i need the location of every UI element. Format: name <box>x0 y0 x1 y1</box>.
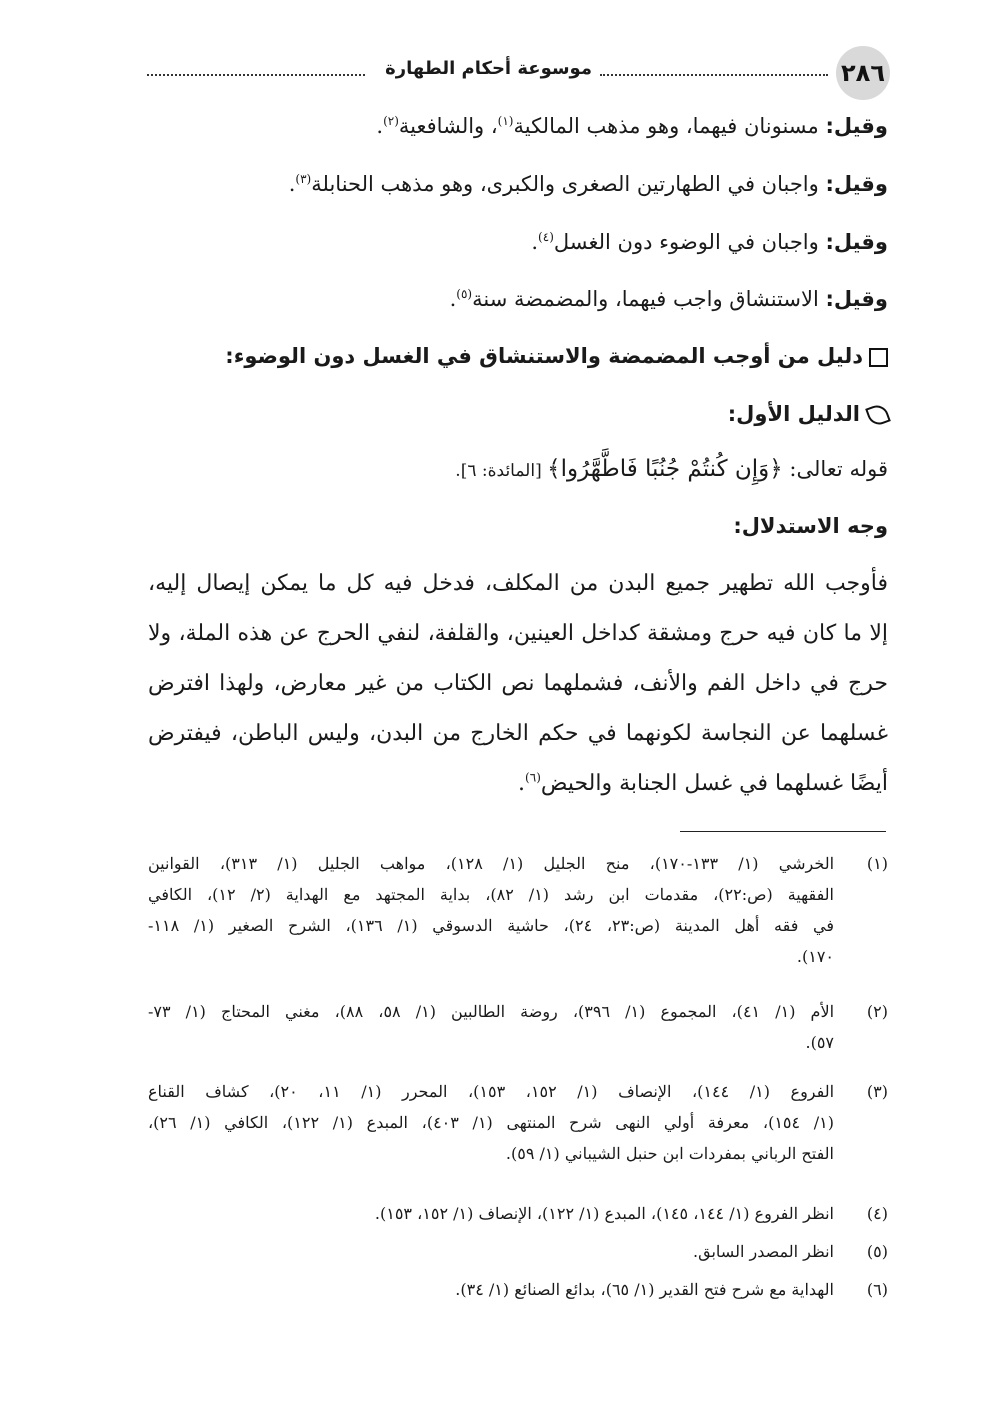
footnote-number: (٥) <box>866 1242 888 1261</box>
body-paragraph <box>148 559 888 809</box>
punctuation: . <box>531 230 539 254</box>
opinion-text: واجبان في الطهارتين الصغرى والكبرى، وهو مذهب الحنابلة <box>311 172 826 196</box>
footnote-line: ١٧٠). <box>796 947 834 966</box>
opinion-label: وقيل: <box>825 172 888 196</box>
running-header-title: موسوعة أحكام الطهارة <box>385 58 592 79</box>
footnote-separator <box>680 831 886 832</box>
opinion-line-3 <box>531 230 888 255</box>
paragraph-line-last <box>148 759 888 809</box>
footnote-6 <box>148 1274 888 1305</box>
footnote-line: الخرشي (١/ ١٣٣-١٧٠)، منح الجليل (١/ ١٢٨)، مواهب الجليل (١/ ٣١٣)، القوانين <box>148 854 835 873</box>
footnote-2 <box>148 996 888 1058</box>
opinion-label: وقيل: <box>825 230 888 254</box>
opinion-text: واجبان في الوضوء دون الغسل <box>553 230 826 254</box>
footnote-ref[interactable]: (٢) <box>383 114 399 128</box>
opinion-line-1 <box>376 114 888 139</box>
footnote-number: (٤) <box>866 1204 888 1223</box>
footnote-line: الأم (١/ ٤١)، المجموع (١/ ٣٩٦)، روضة الطالبين (١/ ٥٨، ٨٨)، مغني المحتاج (١/ ٧٣- <box>148 1002 835 1021</box>
paragraph-line-text: أيضًا غسلهما في غسل الجنابة والحيض <box>540 771 888 796</box>
punctuation: . <box>518 771 526 796</box>
header-dotted-rule-right <box>600 74 828 76</box>
footnote-line: الفتح الرباني بمفردات ابن حنبل الشيباني (١/ ٥٩). <box>505 1144 834 1163</box>
opinion-label: وقيل: <box>825 287 888 311</box>
footnote-1 <box>148 848 888 972</box>
footnote-3 <box>148 1076 888 1169</box>
footnote-text <box>148 1236 834 1267</box>
punctuation: . <box>376 114 384 138</box>
footnote-number: (٣) <box>866 1082 888 1101</box>
paragraph-line: حرج في داخل الفم والأنف، فشملهما نص الكتاب من غير معارض، ولهذا افترض <box>148 671 888 696</box>
leaf-ornament-icon <box>865 402 891 428</box>
punctuation: . <box>449 287 457 311</box>
opinion-label: وقيل: <box>825 114 888 138</box>
evidence-heading <box>728 402 888 427</box>
footnote-line: الفقهية (ص:٢٢)، مقدمات ابن رشد (١/ ٨٢)، بداية المجتهد مع الهداية (٢/ ١٢)، الكافي <box>148 885 834 904</box>
paragraph-line: إلا ما كان فيه حرج ومشقة كداخل العينين، والقلفة، لنفي الحرج عن هذه الملة، ولا <box>148 621 888 646</box>
footnote-line: انظر المصدر السابق. <box>693 1242 834 1261</box>
footnote-ref[interactable]: (٦) <box>525 770 541 785</box>
footnote-line: الفروع (١/ ١٤٤)، الإنصاف (١/ ١٥٢، ١٥٣)، المحرر (١/ ١١، ٢٠)، كشاف القناع <box>148 1082 835 1101</box>
opinion-text: الاستنشاق واجب فيهما، والمضمضة سنة <box>472 287 826 311</box>
footnote-line: الهداية مع شرح فتح القدير (١/ ٦٥)، بدائع الصنائع (١/ ٣٤). <box>455 1280 834 1299</box>
page-number-badge <box>836 46 890 100</box>
footnote-text <box>148 996 834 1058</box>
footnote-ref[interactable]: (١) <box>497 114 514 128</box>
footnote-number: (٢) <box>866 1002 888 1021</box>
footnote-5 <box>148 1236 888 1267</box>
footnote-number: (١) <box>866 854 888 873</box>
footnote-4 <box>148 1198 888 1229</box>
opinion-line-4 <box>450 287 888 312</box>
opinion-line-2 <box>289 172 888 197</box>
footnote-line: (١/ ١٥٤)، معرفة أولي النهى شرح المنتهى (١/ ٤٠٣)، المبدع (١/ ١٢٢)، الكافي (١/ ٢٦)، <box>148 1113 835 1132</box>
punctuation: . <box>288 172 296 196</box>
verse-reference: [المائدة: ٦]. <box>455 461 548 481</box>
footnote-ref[interactable]: (٤) <box>538 230 554 244</box>
header-dotted-rule-left <box>147 74 365 76</box>
section-heading-text: دليل من أوجب المضمضة والاستنشاق في الغسل دون الوضوء: <box>225 344 863 368</box>
opinion-text: مسنونان فيهما، وهو مذهب المالكية <box>513 114 826 138</box>
footnote-text <box>148 848 834 972</box>
paragraph-line: غسلهما عن النجاسة لكونهما في حكم الخارج من البدن، وليس الباطن، فيفترض <box>148 721 888 746</box>
checkbox-square-icon <box>869 348 888 367</box>
footnote-line: في فقه أهل المدينة (ص:٢٣، ٢٤)، حاشية الدسوقي (١/ ١٣٦)، الشرح الصغير (١/ ١١٨- <box>148 916 835 935</box>
footnote-text <box>148 1076 834 1169</box>
section-heading <box>225 344 888 369</box>
footnote-line: انظر الفروع (١/ ١٤٤، ١٤٥)، المبدع (١/ ١٢٢)، الإنصاف (١/ ١٥٢، ١٥٣). <box>374 1204 834 1223</box>
evidence-heading-text: الدليل الأول: <box>727 402 860 426</box>
footnote-text <box>148 1198 834 1229</box>
footnote-text <box>148 1274 834 1305</box>
page-number: ٢٨٦ <box>841 59 885 87</box>
paragraph-line: فأوجب الله تطهير جميع البدن من المكلف، فدخل فيه كل ما يمكن إيصال إليه، <box>148 571 888 596</box>
footnote-ref[interactable]: (٥) <box>456 287 473 301</box>
quote-intro: قوله تعالى: <box>782 457 888 481</box>
footnote-ref[interactable]: (٣) <box>295 172 312 186</box>
reasoning-heading: وجه الاستدلال: <box>733 514 888 538</box>
quran-quote-line <box>455 456 888 484</box>
footnote-line: ٥٧). <box>805 1033 834 1052</box>
opinion-text: ، والشافعية <box>398 114 498 138</box>
footnote-number: (٦) <box>866 1280 888 1299</box>
quran-verse: ﴿وَإِن كُنتُمْ جُنُبًا فَاطَّهَّرُوا﴾ <box>547 456 783 482</box>
